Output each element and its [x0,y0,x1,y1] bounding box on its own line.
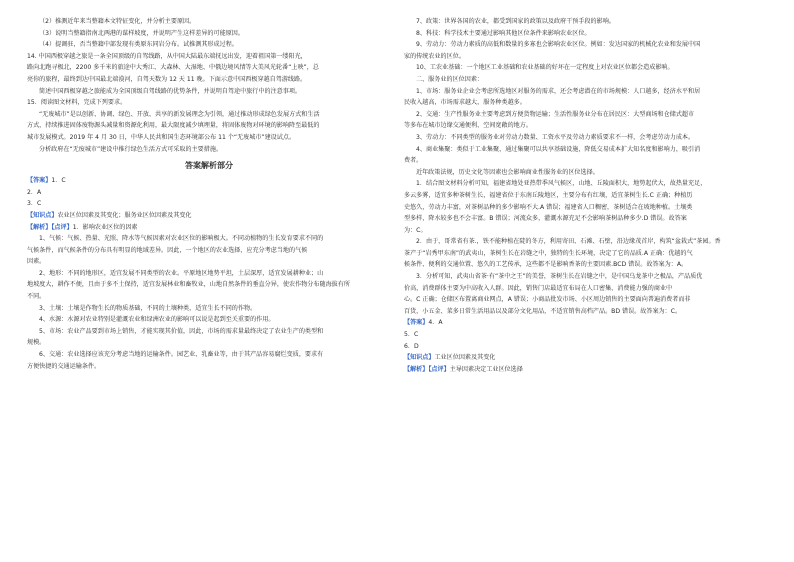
explanation-line: 百货，小五金、菜多日常生活用品以及部分文化用品，不适宜销售高档产品。BD 错误。故答案为：C。 [404,307,682,315]
knowledge-point [27,210,391,222]
analysis-tag: 【解析】【点评】 [404,365,450,373]
explanation-line: 民收入越高，市场需求越大，服务种类越多。 [404,99,526,107]
answer-line [27,175,391,187]
q15-line: 城市发展模式。2019 年 4 月 30 日，中华人民共和国生态环境部公布 11 个“无废城市”建设试点。 [27,133,296,141]
answer-line: 6．D [404,342,419,350]
explanation-line: 7、政策：世界各国的农业，都受到国家的政策以及政府干预手段的影响。 [416,18,615,25]
explanation-line: 型多样，降水较多也不会丰富。B 错误；河流众多，灌溉水源充足不会影响茶树品种多少.D 错误。故答案 [404,215,687,223]
explanation-line: 心。C 正确；仓储区布置离商业网点，A 错误；小商品批发市场、小区周边销售的主要面向普遍消费者而非 [404,296,691,304]
explanation-line: 4、水源：水源对农业特别是灌溉农业和绿洲农业的影响可以说是起到至关重要的作用。 [39,316,275,324]
q15-heading: 15．阅读图文材料，完成下列要求。 [27,99,127,107]
explanation-line: 因素。 [27,258,46,266]
knowledge-tag: 【知识点】 [404,354,435,362]
explanation-line: 1、气候：气候、热量、光照、降水等气候因素对农业区位的影响极大。不同动植物的生长发育要求不同的 [39,235,324,243]
explanation-line: 多云多雾，适宜多种茶树生长，福建省位于东南丘陵地区，主要分布有红壤，适宜茶树生长.C 正确；种植历 [404,191,693,199]
explanation-line: 4、商业集聚：类似于工业集聚，通过集聚可以共享基础设施，降低交易成本扩大知名度和影响力，吸引消 [416,145,701,153]
explanation-line: 3、土壤：土壤是作物生长的物质基础，不同的土壤种类，适宜生长不同的作物。 [39,304,257,312]
q13-part4: （4）提调驻，否当整籍中部发现有类原东同岩分布。试推测其形成过程。 [39,41,238,49]
answer-section-title: 答案解析部分 [185,161,233,171]
explanation-line: 候条件、便利的交通位置、悠久的工艺传承，这些都不是影响香茶的主要因素.BCD 错误。故答案为：A。 [404,261,688,269]
explanation-line: 3．分析可知，武夷山省茶·有“茶中之王”的美誉，茶树生长在岩缝之中，是中国乌龙茶中之极品，产品质优 [416,273,703,281]
answer-tag: 【答案】 [404,319,429,327]
q15-line: 方式，持续推进固体废物源头减量和资源化利用，最大限度减少填埋量，将固体废物对环境的影响降至最低的 [27,122,320,130]
analysis-heading [27,222,391,234]
analysis-text: 主导因素决定工业区位选择 [449,365,523,373]
explanation-line: 家的传统农业的区位。 [404,52,465,60]
knowledge-text: 工业区位因素及其变化 [434,354,496,362]
answer-line: 5．C [404,331,419,339]
q13-part3: （3）说明当整籍指南北两港的谋样坡度，并说明产生这样差异的可能原因。 [39,29,244,37]
right-column [404,16,768,375]
answer-line: 2．A [27,188,42,196]
answer-line [404,317,768,329]
explanation-line: 1．结合图文材料分析可知，福建省地处亚热带季风气候区，山地、丘陵面积大，地势起伏大，故热量充足， [416,180,707,188]
knowledge-tag: 【知识点】 [27,211,58,219]
answer-value: 4．A [428,319,443,327]
q14-line: 14. 中国西极穿越之旅是一条全国顶级的自驾线路，从中国大陆最东端抚远出发，迎着祖国第一缕阳光， [27,52,307,60]
explanation-line: 2、交通：生产性服务业主要考虑到方便货物运输；生活性服务业分布在居民区：大型商场和仓储式超市 [416,110,695,118]
answer-value: 1．C [51,177,66,185]
explanation-line: 近年政策法规，历史文化等因素也会影响商业性服务业的区位选择。 [416,168,599,176]
q14-line: 路向北跑寻极北，2200 多千米的旅途中大秀江、大森林、大湿地、中俄边境风情等大美风光轮番“上映”，总 [27,64,319,72]
answer-line: 3．C [27,200,42,208]
explanation-line: 方便快捷的交通运输条件。 [27,362,101,370]
explanation-line: 等多布在城市边缘交通便利、空间宽敞的地方。 [404,122,532,130]
explanation-line: 气候条件，而气候条件的分布具有明显的地域差异。因此，一个地区的农业选择，应充分考虑当地的气候 [27,246,308,254]
explanation-line: 二、服务业的区位因素： [416,75,484,83]
analysis-heading [404,364,768,376]
q14-line: 亮你的旅程，最终到达中国最北端漠河，自驾天数为 12 天 11 晚。下面示意中国西极穿越自驾游线路。 [27,75,307,83]
explanation-line: 茶产于“岩秀甲东南”的武夷山，茶树生长在岩缝之中，独特的生长环境，决定了它的品质.A 正确：优越的气 [404,249,693,257]
explanation-line: 10、工农业基础：一个地区工业基础和农业基础的好坏在一定程度上对农业区位都会造成影响。 [416,64,674,72]
analysis-text: 1．影响农业区位的因素 [72,223,138,231]
explanation-line: 价高，消费群体主要为中高收入人群。因此，销售门店最适宜布局在人口密集、消费能力强的商业中 [404,284,673,292]
q15-line: “无废城市”是以创新、协调、绿色、开放、共享的新发展理念为引领，通过推动形成绿色发展方式和生活 [39,110,320,118]
explanation-line: 6、交通：农业选择应该充分考虑当地的运输条件。园艺业、乳畜业等，由于其产品容易腐烂变质，要求有 [39,351,324,359]
knowledge-point [404,352,768,364]
left-column [27,16,391,372]
explanation-line: 史悠久，劳动力丰富，对茶树品种的多少影响不大.A 错误；福建省人口稠密，茶树适合在坡地种植。土壤类 [404,203,693,211]
q15-task: 分析政府在“无废城市”建设中推行绿色生活方式可采取的主要措施。 [39,145,223,153]
analysis-tag: 【解析】【点评】 [27,223,73,231]
explanation-line: 2、地形：不同的地形区，适宜发展不同类型的农业。平原地区地势平坦，土层深厚，适宜发展耕种业；山 [39,269,324,277]
explanation-line: 1、市场：服务业企业会考虑所选地区对服务的需求，还会考虑潜在的市场规模：人口越多，经济水平和居 [416,87,701,95]
explanation-line: 2．由于，哥常省有茶.，铁不能种植在陡的冬方，利用寄田、石滩、石壁，沿边缘茂首岸，构筑“盆栽式”茶园。香 [416,238,721,246]
q14-task: 简述中国西极穿越之旅能成为全国顶级自驾线路的优势条件，并说明自驾途中旅行中的注意事项。 [39,87,302,95]
explanation-line: 5、市场：农业产品要到市场上销售，才能实现其价值，因此，市场的需求量最终决定了农业生产的类型和 [39,327,324,335]
explanation-line: 地坡度大，耕作不便，且由于多不土保持，适宜发展林业和畜牧业，山地自然条件的垂直分异，使农作物分布随海拔有所 [27,281,350,289]
explanation-line: 3、劳动力：不同类型的服务业对劳动力数量、工资水平及劳动力素质要求不一样，会考虑劳动力成本。 [416,133,695,141]
explanation-line: 不同。 [27,293,46,301]
explanation-line: 9、劳动力：劳动力素质的高低和数量的多寡也会影响农业区位。例如：发达国家的机械化农业和发展中国 [416,41,701,49]
explanation-line: 8、科技：科学技术主要通过影响其他区位条件来影响农业区位。 [416,29,591,37]
explanation-line: 规模。 [27,339,46,347]
explanation-line: 费者。 [404,157,423,165]
explanation-line: 为：C。 [404,226,427,234]
answer-tag: 【答案】 [27,177,52,185]
knowledge-text: 农业区位因素及其变化；服务业区位因素及其变化 [57,211,192,219]
q13-part2: （2）推测近年来当整籍本文特征变化，并分析主要原因。 [39,18,196,25]
